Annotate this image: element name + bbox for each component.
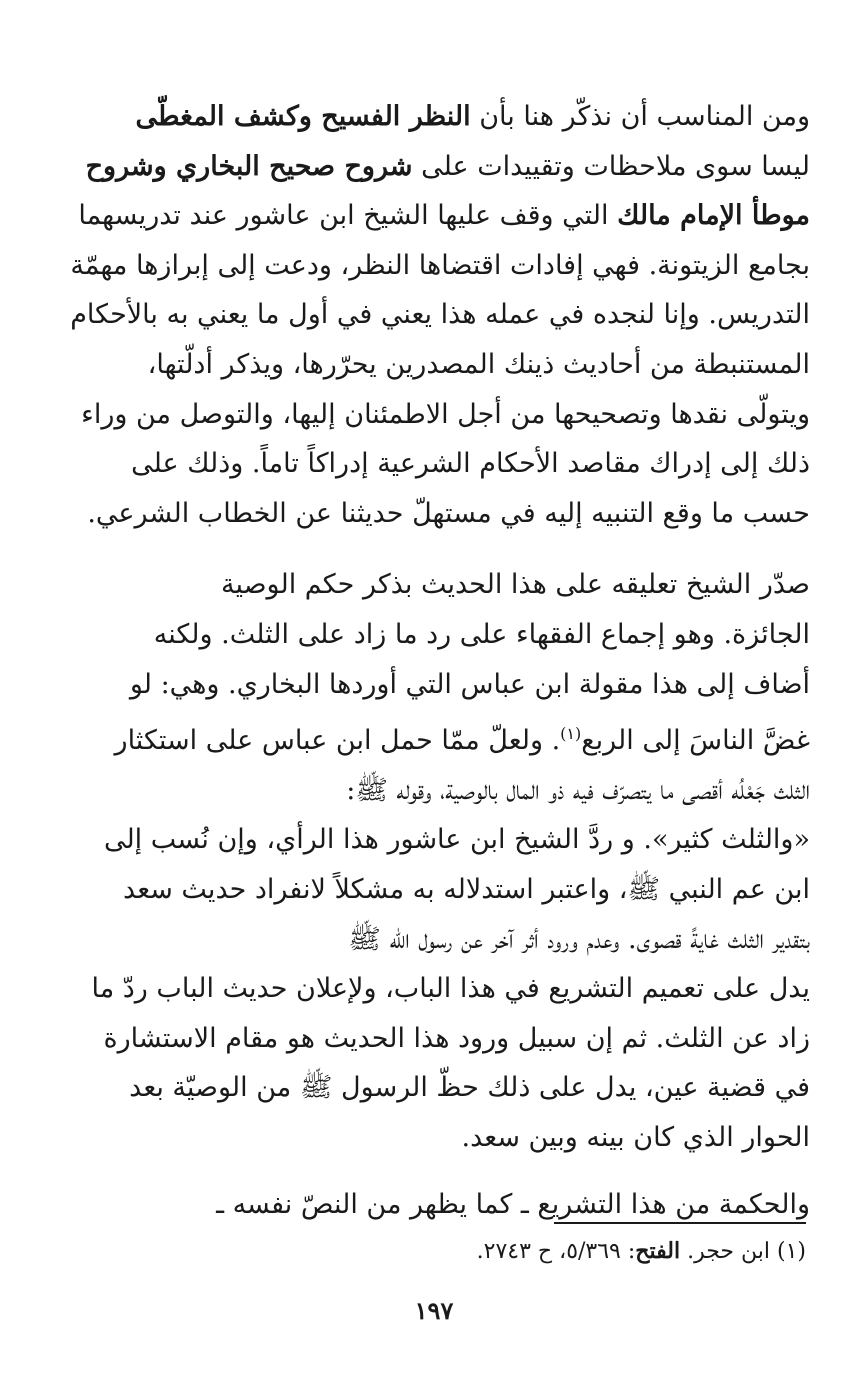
text-segment: ابن عم النبي ﷺ، واعتبر استدلاله به مشكلاً لانفراد حديث سعد xyxy=(123,873,810,905)
bold-text: شروح صحيح البخاري وشروح xyxy=(85,150,413,182)
text-segment: يدل على تعميم التشريع في هذا الباب، ولإعلان حديث الباب ردّ ما xyxy=(91,973,810,1005)
text-line xyxy=(58,1063,810,1113)
footnote-divider xyxy=(554,1222,806,1224)
text-segment: صدّر الشيخ تعليقه على هذا الحديث بذكر حكم الوصية xyxy=(220,569,810,601)
text-segment: الحوار الذي كان بينه وبين سعد. xyxy=(461,1121,810,1153)
text-line xyxy=(58,964,810,1014)
text-segment: ليسا سوى ملاحظات وتقييدات على xyxy=(412,150,810,182)
paragraph xyxy=(58,560,810,1162)
text-line xyxy=(58,610,810,660)
text-segment: المستنبطة من أحاديث ذينك المصدرين يحرّرها، ويذكر أدلّتها، xyxy=(147,348,810,380)
text-line xyxy=(58,340,810,390)
text-line xyxy=(58,660,810,710)
bold-text: النظر الفسيح وكشف المغطّى xyxy=(135,101,471,132)
bold-text: موطأ الإمام مالك xyxy=(617,200,810,232)
text-line xyxy=(58,489,810,539)
page-number: ١٩٧ xyxy=(414,1296,454,1325)
text-segment: «والثلث كثير». و ردَّ الشيخ ابن عاشور هذا الرأي، وإن نُسب إلى xyxy=(103,824,810,856)
body-text xyxy=(58,92,810,1230)
text-line xyxy=(58,241,810,291)
text-line xyxy=(58,766,810,816)
text-line xyxy=(58,1014,810,1064)
text-segment: التدريس. وإنا لنجده في عمله هذا يعني في أول ما يعني به بالأحكام xyxy=(70,299,810,331)
text-segment: الثلث جَعْلُه أقصى ما يتصرّف فيه ذو المال بالوصية، وقوله ﷺ: xyxy=(346,774,810,806)
text-segment: حسب ما وقع التنبيه إليه في مستهلّ حديثنا عن الخطاب الشرعي. xyxy=(87,497,810,529)
text-segment: بجامع الزيتونة. فهي إفادات اقتضاها النظر، ودعت إلى إبرازها مهمّة xyxy=(70,249,810,281)
text-segment: والحكمة من هذا التشريع ـ كما يظهر من النصّ نفسه ـ xyxy=(216,1189,810,1221)
text-line xyxy=(58,439,810,489)
footnote-reference-marker: (١) xyxy=(560,724,582,744)
footnote-title: الفتح xyxy=(635,1238,681,1264)
text-segment: غضَّ الناسَ إلى الربع xyxy=(581,725,810,757)
text-line xyxy=(58,390,810,440)
text-line xyxy=(58,865,810,915)
text-line xyxy=(58,915,810,965)
text-segment: زاد عن الثلث. ثم إن سبيل ورود هذا الحديث هو مقام الاستشارة xyxy=(103,1022,810,1054)
footnote xyxy=(477,1233,806,1270)
text-line xyxy=(58,290,810,340)
footnote-reference: : ٥/٣٦٩، ح ٢٧٤٣. xyxy=(476,1239,636,1264)
text-segment: أضاف إلى هذا مقولة ابن عباس التي أوردها البخاري. وهي: لو xyxy=(129,668,810,700)
text-segment: الجائزة. وهو إجماع الفقهاء على رد ما زاد على الثلث. ولكنه xyxy=(153,618,810,650)
text-line xyxy=(58,191,810,241)
text-segment: التي وقف عليها الشيخ ابن عاشور عند تدريسهما xyxy=(78,200,618,232)
text-line xyxy=(58,709,810,766)
footnote-marker: (١) xyxy=(776,1239,806,1264)
text-segment: بتقدير الثلث غايةً قصوى. وعدم ورود أثر آخر عن رسول الله ﷺ xyxy=(348,923,810,955)
text-segment: ومن المناسب أن نذكّر هنا بأن xyxy=(470,101,810,132)
paragraph xyxy=(58,92,810,538)
footnote-author: ابن حجر. xyxy=(680,1239,777,1264)
text-line xyxy=(58,1113,810,1163)
text-segment: ذلك إلى إدراك مقاصد الأحكام الشرعية إدراكاً تاماً. وذلك على xyxy=(131,448,810,480)
text-line xyxy=(58,815,810,865)
text-segment: في قضية عين، يدل على ذلك حظّ الرسول ﷺ من الوصيّة بعد xyxy=(129,1072,810,1104)
text-segment: . ولعلّ ممّا حمل ابن عباس على استكثار xyxy=(114,725,561,757)
text-segment: ويتولّى نقدها وتصحيحها من أجل الاطمئنان إليها، والتوصل من وراء xyxy=(81,398,810,430)
text-line xyxy=(58,92,810,142)
text-line xyxy=(58,560,810,610)
text-line xyxy=(58,142,810,192)
